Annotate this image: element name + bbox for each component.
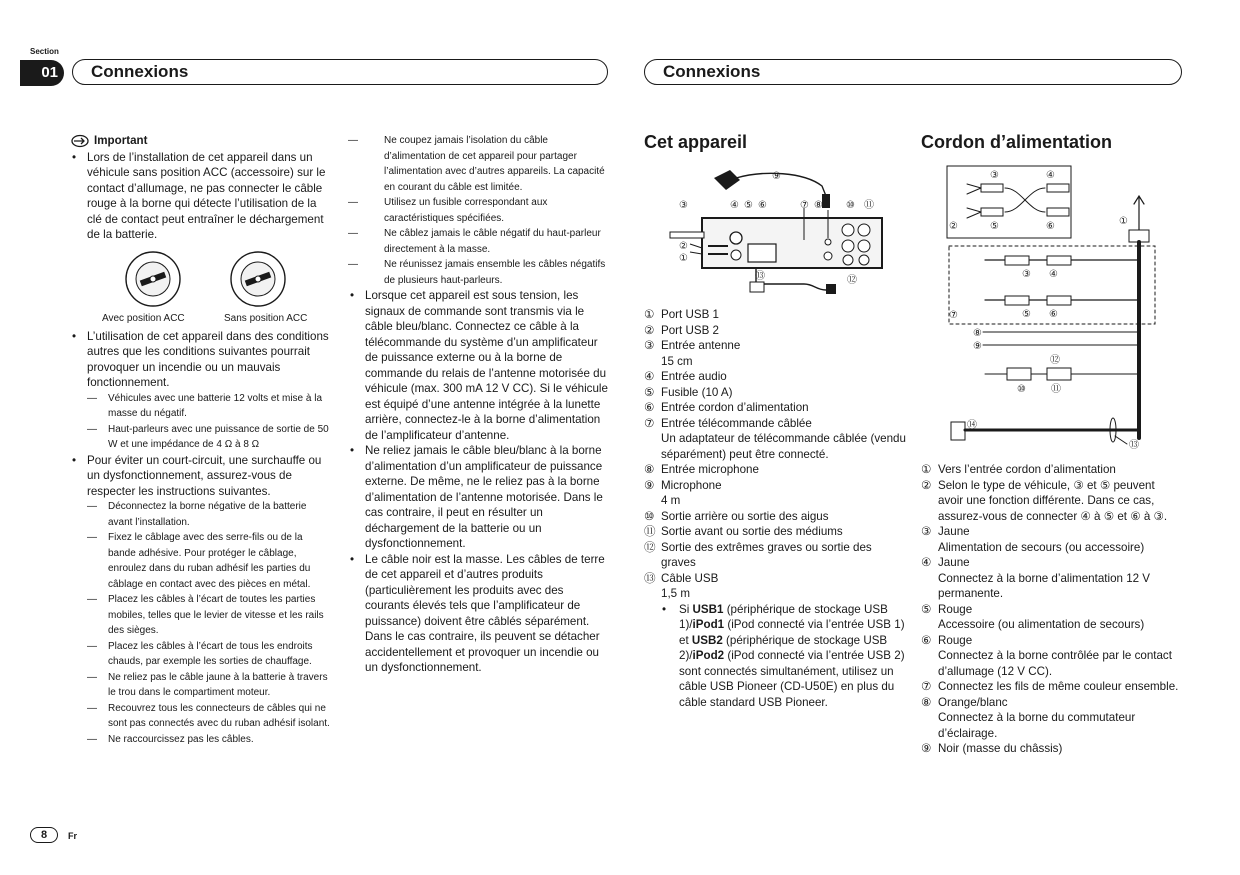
bullet-text: • Pour éviter un court-circuit, une surchauffe ou un dysfonctionnement, assurez-vous de respecter les instructions suivantes. xyxy=(70,453,332,500)
dash-item: — Ne câblez jamais le câble négatif du haut-parleur directement à la masse. xyxy=(348,226,610,257)
legend-item: ① Vers l’entrée cordon d’alimentation xyxy=(921,463,1116,476)
legend-item: ⑤ Rouge Accessoire (ou alimentation de secours) xyxy=(921,602,1145,631)
important-heading xyxy=(70,133,332,149)
diagram-label: ⑪ xyxy=(864,200,874,211)
diagram-label: ⑤ xyxy=(990,221,999,232)
diagram-label: ③ xyxy=(990,170,999,181)
power-cord-diagram xyxy=(921,160,1183,455)
dash-item: — Placez les câbles à l’écart de tous les endroits chauds, par exemple les sorties de chauffage. xyxy=(70,639,332,670)
diagram-label: ⑩ xyxy=(846,200,855,211)
legend-item: ⑫ Sortie des extrêmes graves ou sortie des graves xyxy=(644,540,872,569)
dash-item: — Ne réunissez jamais ensemble les câbles négatifs de plusieurs haut-parleurs. xyxy=(348,257,610,288)
diagram-label: ④ xyxy=(1049,269,1058,280)
legend-item: ⑥ Rouge Connectez à la borne contrôlée par le contact d’allumage (12 V CC). xyxy=(921,633,1172,678)
dash-item: — Placez les câbles à l’écart de toutes les parties mobiles, telles que le levier de vitesse et les rails des sièges. xyxy=(70,592,332,639)
diagram-label: ⑨ xyxy=(772,171,781,182)
bullet-text: • Lors de l’installation de cet appareil dans un véhicule sans position ACC (accessoire) sur le contact d’allumage, ne pas connecter le câble rouge à la borne qui détecte l’utilisation de la clé de contact peut entraîner le déchargement de la batterie. xyxy=(70,150,332,243)
legend-item: ④ Entrée audio xyxy=(644,370,727,383)
legend-item: ④ Jaune Connectez à la borne d’alimentation 12 V permanente. xyxy=(921,556,1151,600)
legend-item: ② Port USB 2 xyxy=(644,323,719,337)
diagram-label: ⑧ xyxy=(973,328,982,339)
bullet-text: • L’utilisation de cet appareil dans des conditions autres que les conditions suivantes pourrait provoquer un incendie ou un mauvais fonctionnement. xyxy=(70,329,332,391)
diagram-label: ⑧ xyxy=(814,200,823,211)
dash-item: — Ne reliez pas le câble jaune à la batterie à travers le trou dans le compartiment moteur. xyxy=(70,670,332,701)
diagram-label: ⑬ xyxy=(1129,440,1139,451)
diagram-label: ⑤ xyxy=(744,200,753,211)
diagram-label: ⑥ xyxy=(1049,309,1058,320)
microphone-icon xyxy=(714,170,740,190)
bullet-text: • Lorsque cet appareil est sous tension, les signaux de commande sont transmis via le câble bleu/blanc. Connectez ce câble à la télécommande du système d’un amplificateur de puissance externe ou à la borne de commande du relais de l’antenne motorisée du véhicule (max. 300 mA 12 V CC). Si le véhicule est équipé d’une antenne intégrée à la lunette arrière, connectez-le à la borne d’alimentation de l’amplificateur d’antenne. xyxy=(348,288,610,443)
page-number: 8 xyxy=(30,827,58,843)
ignition-acc-image xyxy=(118,249,188,309)
diagram-label: ④ xyxy=(730,200,739,211)
section-number: 01 xyxy=(20,60,64,86)
diagram-label: ⑪ xyxy=(1051,384,1061,395)
diagram-label: ⑫ xyxy=(847,275,857,286)
section-title-power: Cordon d’alimentation xyxy=(921,132,1112,152)
power-legend xyxy=(921,462,1183,757)
page-header-right: Connexions xyxy=(644,59,1182,85)
diagram-label: ③ xyxy=(679,200,688,211)
diagram-label: ⑤ xyxy=(1022,309,1031,320)
diagram-label: ② xyxy=(679,241,688,252)
bullet-text: • Le câble noir est la masse. Les câbles de terre de cet appareil et d’autres produits (particulièrement les produits avec des courants élevés tels que l’amplificateur de puissance) doivent être câblés séparément. Dans le cas contraire, ils peuvent se détacher accidentellement et provoquer un incendie ou un dysfonctionnement. xyxy=(348,552,610,676)
language-code: Fr xyxy=(68,831,77,841)
legend-item: ① Port USB 1 xyxy=(644,308,719,321)
legend-item: ② Selon le type de véhicule, ③ et ⑤ peuvent avoir une fonction différente. Dans ce cas, assurez-vous de connecter ④ à ⑤ et ⑥ à ③. xyxy=(921,478,1168,523)
legend-item: ⑤ Fusible (10 A) xyxy=(644,385,733,399)
dash-item: — Recouvrez tous les connecteurs de câbles qui ne sont pas connectés avec du ruban adhésif isolant. xyxy=(70,701,332,732)
dash-item: — Ne raccourcissez pas les câbles. xyxy=(70,732,332,748)
legend-item: ⑧ Orange/blanc Connectez à la borne du commutateur d’éclairage. xyxy=(921,695,1136,740)
dash-item: — Véhicules avec une batterie 12 volts et mise à la masse du négatif. xyxy=(70,391,332,422)
ignition-key-figure xyxy=(70,243,332,329)
legend-item: ⑩ Sortie arrière ou sortie des aigus xyxy=(644,509,829,523)
important-icon xyxy=(70,134,90,148)
diagram-label: ⑫ xyxy=(1050,355,1060,366)
diagram-label: ② xyxy=(949,221,958,232)
diagram-label: ⑥ xyxy=(758,200,767,211)
diagram-label: ① xyxy=(1119,216,1128,227)
important-title: Important xyxy=(94,134,148,147)
bullet-text: • Ne reliez jamais le câble bleu/blanc à la borne d’alimentation d’un amplificateur de puissance externe. De même, ne le reliez pas à la borne d’alimentation de l’antenne motorisée. Dans le cas contraire, il peut en résulter un déchargement de la batterie ou un dysfonctionnement. xyxy=(348,443,610,552)
dash-item: — Ne coupez jamais l’isolation du câble d’alimentation de cet appareil pour partager l’alimentation avec d’autres appareils. La capacité en courant du câble est limitée. xyxy=(348,133,610,195)
legend-item: ⑨ Noir (masse du châssis) xyxy=(921,742,1063,755)
section-title-unit: Cet appareil xyxy=(644,132,748,152)
legend-item: ⑦ Connectez les fils de même couleur ensemble. xyxy=(921,680,1179,693)
unit-legend xyxy=(644,307,906,710)
diagram-label: ① xyxy=(679,253,688,264)
diagram-label: ⑦ xyxy=(800,200,809,211)
legend-item: ⑬ Câble USB 1,5 m xyxy=(644,571,719,600)
legend-item: ⑧ Entrée microphone xyxy=(644,463,759,476)
dash-item: — Fixez le câblage avec des serre-fils ou de la bande adhésive. Pour protéger le câblage, enroulez dans du ruban adhésif les parties du câblage en contact avec des pièces en métal. xyxy=(70,530,332,592)
legend-item: ⑨ Microphone 4 m xyxy=(644,478,722,507)
diagram-label: ④ xyxy=(1046,170,1055,181)
diagram-label: ⑭ xyxy=(967,420,977,431)
dash-item: — Utilisez un fusible correspondant aux caractéristiques spécifiées. xyxy=(348,195,610,226)
diagram-label: ③ xyxy=(1022,269,1031,280)
dash-item: — Haut-parleurs avec une puissance de sortie de 50 W et une impédance de 4 Ω à 8 Ω xyxy=(70,422,332,453)
column-2 xyxy=(348,133,610,676)
legend-item: ⑪ Sortie avant ou sortie des médiums xyxy=(644,525,843,538)
ignition-no-acc-image xyxy=(223,249,293,309)
column-1 xyxy=(70,133,332,747)
legend-item: ③ Jaune Alimentation de secours (ou accessoire) xyxy=(921,525,1145,554)
unit-diagram xyxy=(644,160,906,300)
page-header-left: Connexions xyxy=(72,59,608,85)
dash-item: — Déconnectez la borne négative de la batterie avant l’installation. xyxy=(70,499,332,530)
usb-note: • Si USB1 (périphérique de stockage USB 1)/iPod1 (iPod connecté via l’entrée USB 1) et USB2 (périphérique de stockage USB 2)/iPod2 (iPod connecté via l’entrée USB 2) sont connectés simultanément, utilisez un câble USB Pioneer (CD-U50E) en plus du câble standard USB Pioneer. xyxy=(644,602,906,711)
key-label-acc: Avec position ACC xyxy=(102,312,185,324)
diagram-label: ⑦ xyxy=(949,310,958,321)
diagram-label: ⑩ xyxy=(1017,384,1026,395)
diagram-label: ⑬ xyxy=(755,271,765,282)
key-label-no-acc: Sans position ACC xyxy=(224,312,308,324)
legend-item: ⑦ Entrée télécommande câblée Un adaptateur de télécommande câblée (vendu séparément) peut être connecté. xyxy=(644,416,906,461)
legend-item: ③ Entrée antenne 15 cm xyxy=(644,339,741,368)
diagram-label: ⑨ xyxy=(973,341,982,352)
diagram-label: ⑥ xyxy=(1046,221,1055,232)
section-label: Section xyxy=(30,47,59,56)
legend-item: ⑥ Entrée cordon d’alimentation xyxy=(644,401,809,414)
